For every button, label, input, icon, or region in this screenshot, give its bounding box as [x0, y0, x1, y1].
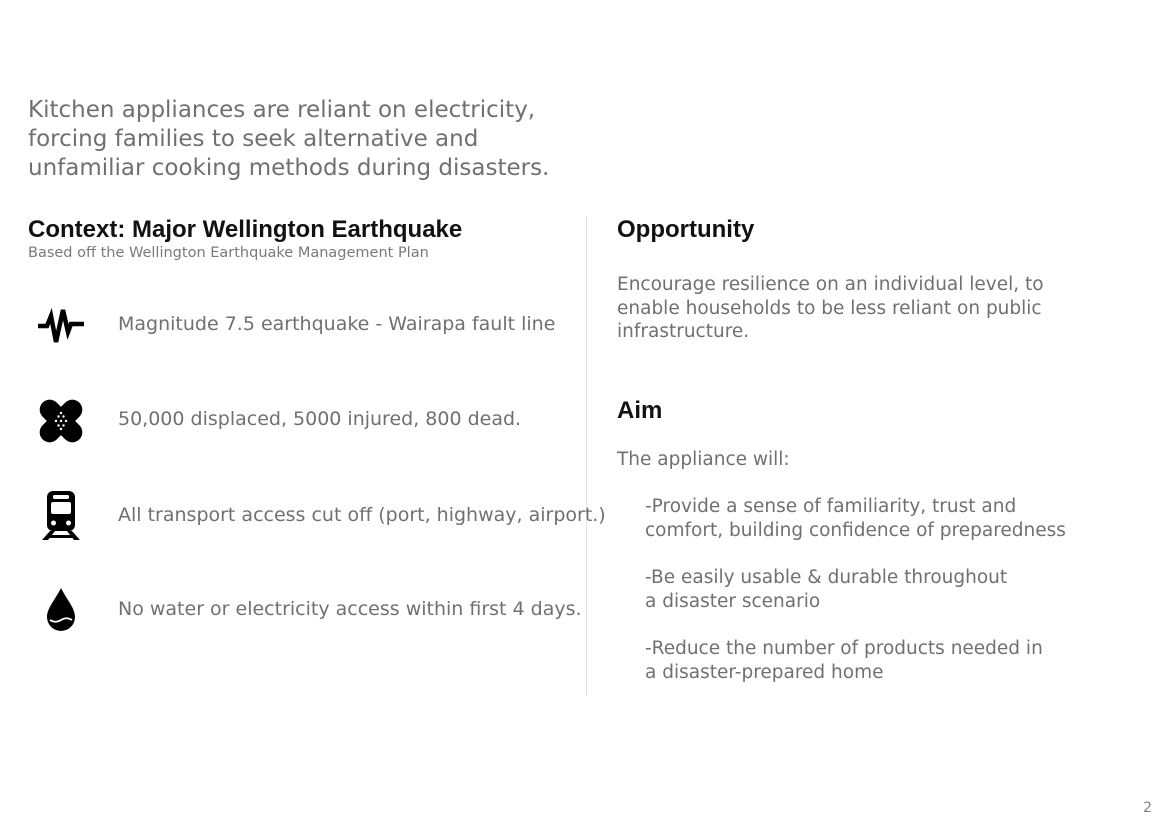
fact-item-utilities — [28, 584, 582, 654]
fact-text: 50,000 displaced, 5000 injured, 800 dead. — [118, 408, 522, 430]
heartbeat-icon — [34, 298, 88, 352]
fact-item-transport — [28, 488, 606, 558]
train-icon — [34, 488, 88, 542]
fact-item-magnitude — [28, 298, 578, 368]
fact-text: No water or electricity access within first 4 days. — [118, 598, 582, 620]
fact-text: All transport access cut off (port, highway, airport.) — [118, 504, 606, 526]
column-divider — [586, 216, 587, 696]
headline: Kitchen appliances are reliant on electricity, forcing families to seek alternative and unfamiliar cooking methods during disasters. — [28, 97, 550, 181]
aim-point: -Provide a sense of familiarity, trust and comfort, building confidence of preparedness — [645, 496, 1066, 541]
fact-item-casualties — [28, 394, 578, 464]
fact-text: Magnitude 7.5 earthquake - Wairapa fault line — [118, 313, 556, 335]
opportunity-heading: Opportunity — [617, 216, 755, 243]
aim-intro: The appliance will: — [617, 449, 790, 470]
aim-heading: Aim — [617, 397, 663, 424]
aim-point: -Be easily usable & durable throughout a disaster scenario — [645, 567, 1008, 612]
context-heading: Context: Major Wellington Earthquake — [28, 216, 463, 243]
bandage-icon — [34, 394, 88, 448]
context-subtitle: Based off the Wellington Earthquake Management Plan — [28, 245, 429, 261]
opportunity-text: Encourage resilience on an individual level, to enable households to be less reliant on public infrastructure. — [617, 274, 1044, 342]
water-drop-icon — [34, 584, 88, 638]
aim-point: -Reduce the number of products needed in a disaster-prepared home — [645, 638, 1043, 683]
page-number: 2 — [1143, 800, 1152, 816]
